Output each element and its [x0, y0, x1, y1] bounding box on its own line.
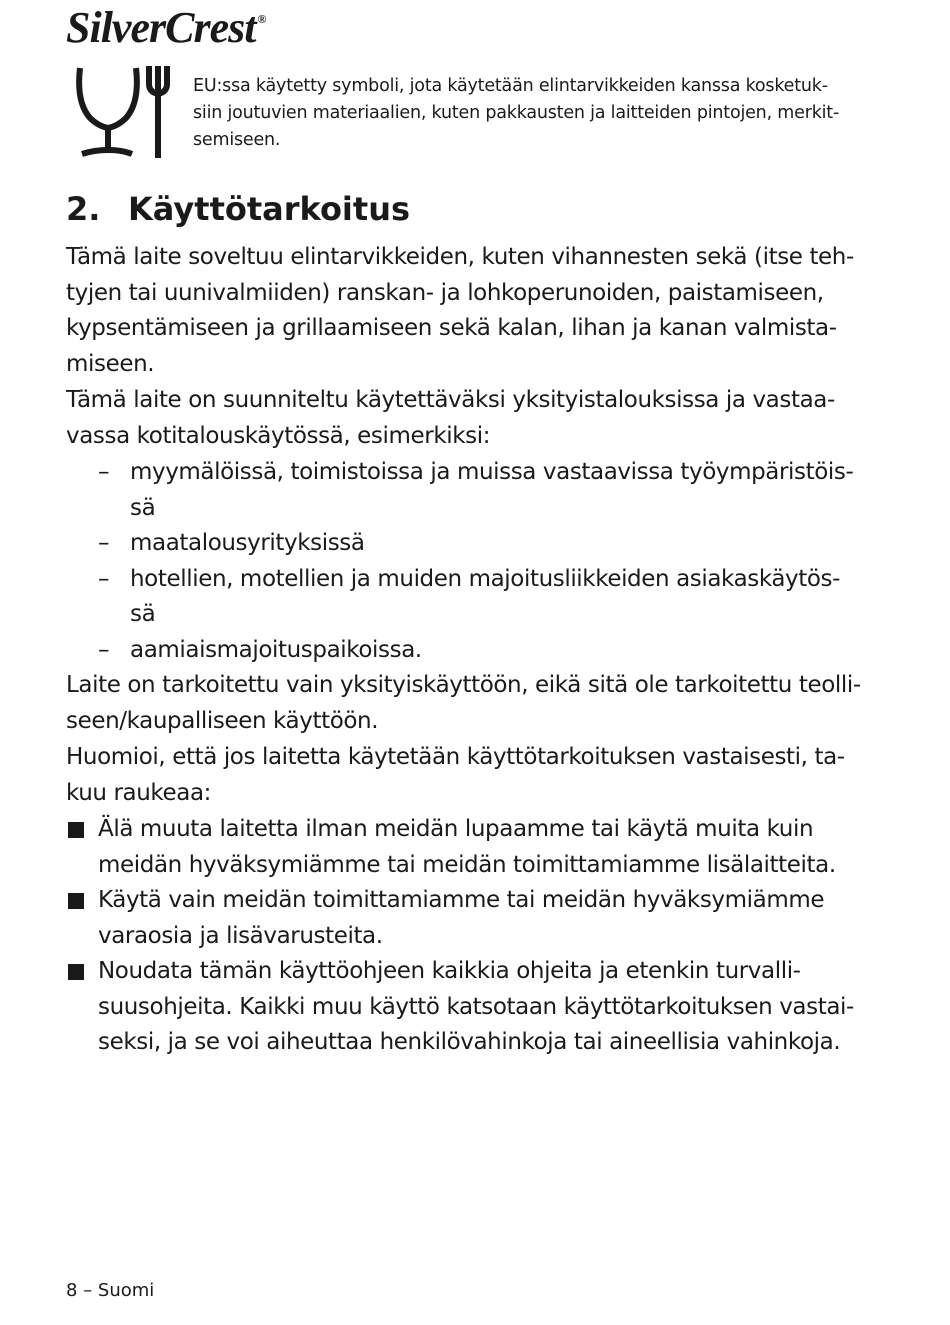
symbol-description — [193, 73, 853, 154]
page-footer: 8 – Suomi — [66, 1280, 155, 1301]
page-number: 8 — [66, 1280, 78, 1301]
section-body — [66, 240, 866, 1061]
square-bullet-icon — [68, 893, 84, 909]
paragraph-private-use: Laite on tarkoitettu vain yksityiskäyttöön, eikä sitä ole tarkoitettu teolli- seen/kaupalliseen käyttöön. — [66, 672, 861, 734]
dash-bullet: – — [98, 530, 110, 556]
square-bullet-list — [66, 812, 866, 1061]
list-item: – maatalousyrityksissä — [66, 526, 866, 562]
footer-language: Suomi — [97, 1280, 155, 1301]
list-item: – hotellien, motellien ja muiden majoitusliikkeiden asiakaskäytös- sä — [66, 562, 866, 633]
section-number: 2. — [66, 190, 101, 228]
symbol-line: EU:ssa käytetty symboli, jota käytetään elintarvikkeiden kanssa kosketuk- — [193, 76, 828, 96]
food-contact-icon — [74, 62, 174, 162]
symbol-line: siin joutuvien materiaalien, kuten pakkausten ja laitteiden pintojen, merkit- — [193, 103, 840, 123]
registered-mark: ® — [257, 12, 266, 26]
brand-logo: SilverCrest ® — [66, 3, 266, 52]
paragraph-intended-use: Tämä laite soveltuu elintarvikkeiden, kuten vihannesten sekä (itse teh- tyjen tai uunivalmiiden) ranskan- ja lohkoperunoiden, paistamiseen, kypsentämiseen ja grillaamiseen sekä kalan, lihan ja kanan valmista- miseen. — [66, 244, 854, 377]
dash-bullet: – — [98, 636, 110, 663]
dash-bullet: – — [98, 459, 110, 485]
list-item: – myymälöissä, toimistoissa ja muissa vastaavissa työympäristöis- sä — [66, 455, 866, 526]
paragraph-household-use: Tämä laite on suunniteltu käytettäväksi yksityistalouksissa ja vastaa- vassa kotitalouskäytössä, esimerkiksi: — [66, 387, 835, 449]
square-bullet-icon — [68, 822, 84, 838]
symbol-line: semiseen. — [193, 130, 281, 150]
paragraph-warranty: Huomioi, että jos laitetta käytetään käyttötarkoituksen vastaisesti, ta- kuu raukeaa: — [66, 744, 845, 806]
list-item: – aamiaismajoituspaikoissa. — [66, 633, 866, 669]
list-item: Käytä vain meidän toimittamiamme tai meidän hyväksymiämme varaosia ja lisävarusteita. — [66, 883, 866, 954]
dash-bullet: – — [98, 565, 110, 592]
section-heading — [66, 190, 410, 228]
dash-list — [66, 455, 866, 668]
list-item: Noudata tämän käyttöohjeen kaikkia ohjeita ja etenkin turvalli- suusohjeita. Kaikki muu käyttö katsotaan käyttötarkoituksen vastai- seksi, ja se voi aiheuttaa henkilövahinkoja tai aineellisia vahinkoja. — [66, 954, 866, 1061]
square-bullet-icon — [68, 964, 84, 980]
section-title: Käyttötarkoitus — [128, 190, 411, 228]
list-item: Älä muuta laitetta ilman meidän lupaamme tai käytä muita kuin meidän hyväksymiämme tai meidän toimittamiamme lisälaitteita. — [66, 812, 866, 883]
